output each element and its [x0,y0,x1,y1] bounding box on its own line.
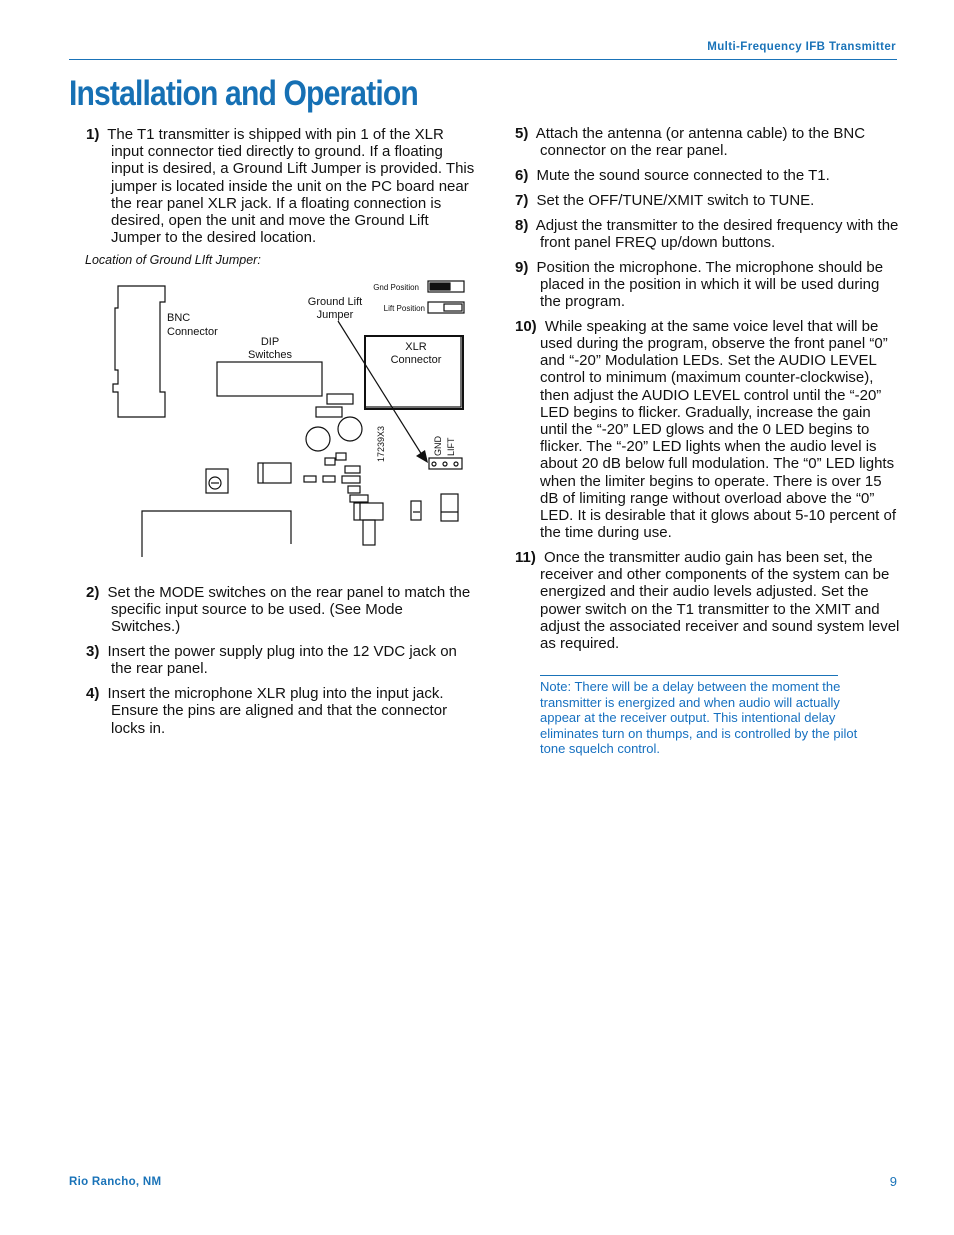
ground-lift-jumper-diagram [110,272,480,557]
list-item [515,167,900,184]
right-column [515,125,900,660]
ground-lift-label: Ground Lift [307,296,363,308]
step-text: While speaking at the same voice level that will be used during the program, observe the front panel “0” and “-20” Modulation LEDs. Set the AUDIO LEVEL control to minimum (maximum counter-clockwise), then adjust the AUDIO LEVEL control until the “-20” LED begins to flicker. Gradually, increase the gain until the “-20” LED glows and the 0 LED begins to flicker. The “-20” LED lights when the audio level is about 20 dB below full modulation. The “0” LED lights when the limiter begins to operate. There is over 15 dB of limiting range without overload above the “0” LED. It is desirable that it glows about 5-10 percent of the time during use. [540,317,897,542]
page-number: 9 [889,1174,897,1189]
step-number: 9) [515,258,529,276]
gnd-position-label: Gnd Position [373,283,419,292]
ground-lift-label: Jumper [316,309,354,321]
diagram-caption: Location of Ground LIft Jumper: [85,253,261,267]
part-number-label: 17239X3 [376,425,386,462]
left-column-top [86,126,476,254]
xlr-label: XLR [405,341,427,353]
step-number: 5) [515,125,529,142]
xlr-label: Connector [390,354,442,366]
header-rule [69,59,897,60]
list-item [86,126,476,246]
note-rule [540,675,838,676]
step-number: 1) [86,126,100,143]
step-text: Mute the sound source connected to the T1. [536,167,830,184]
step-text: Adjust the transmitter to the desired frequency with the front panel FREQ up/down buttons. [535,216,899,251]
step-text: Insert the power supply plug into the 12 VDC jack on the rear panel. [107,643,457,678]
list-item [86,643,476,677]
step-text: Insert the microphone XLR plug into the input jack. Ensure the pins are aligned and that the connector locks in. [107,685,448,737]
step-number: 2) [86,584,100,601]
step-number: 4) [86,685,100,703]
gnd-label: GND [433,436,443,456]
dip-label: Switches [247,349,293,361]
lift-label: LIFT [446,437,456,456]
step-text: Position the microphone. The microphone should be placed in the position in which it will be used during the program. [536,258,884,310]
dip-label: DIP [260,336,280,348]
step-number: 11) [515,549,536,567]
list-item [86,685,476,737]
step-text: Attach the antenna (or antenna cable) to the BNC connector on the rear panel. [535,125,866,160]
bnc-label: BNC [167,312,191,324]
list-item [515,192,900,209]
list-item [86,584,476,636]
step-text: The T1 transmitter is shipped with pin 1 of the XLR input connector tied directly to ground. If a floating input is desired, a Ground Lift Jumper is provided. This jumper is located inside the unit on the PC board near the rear panel XLR jack. If a floating connection is desired, open the unit and move the Ground Lift Jumper to the desired location. [107,126,475,247]
footer-location: Rio Rancho, NM [69,1176,162,1188]
list-item [515,549,900,652]
list-item [515,259,900,311]
step-text: Set the MODE switches on the rear panel to match the specific input source to be used. (See Mode Switches.) [107,584,471,636]
step-text: Set the OFF/TUNE/XMIT switch to TUNE. [536,191,815,209]
step-number: 8) [515,216,529,234]
step-number: 6) [515,167,529,184]
lift-position-label: Lift Position [383,304,425,313]
step-number: 10) [515,317,537,335]
note-text: Note: There will be a delay between the moment the transmitter is energized and when audio will actually appear at the receiver output. This intentional delay eliminates turn on thumps, and is controlled by the pilot tone squelch control. [540,679,858,757]
page-title: Installation and Operation [69,74,418,113]
list-item [515,217,900,251]
left-column-bottom [86,584,476,744]
step-number: 7) [515,191,529,209]
list-item [515,125,900,159]
header-title: Multi-Frequency IFB Transmitter [707,41,896,53]
step-number: 3) [86,643,100,661]
bnc-label: Connector [167,326,218,338]
list-item [515,318,900,542]
step-text: Once the transmitter audio gain has been set, the receiver and other components of the system can be energized and their audio levels adjusted. Set the power switch on the T1 transmitter to the XMIT and adjust the associated receiver and sound system level as required. [540,549,900,653]
